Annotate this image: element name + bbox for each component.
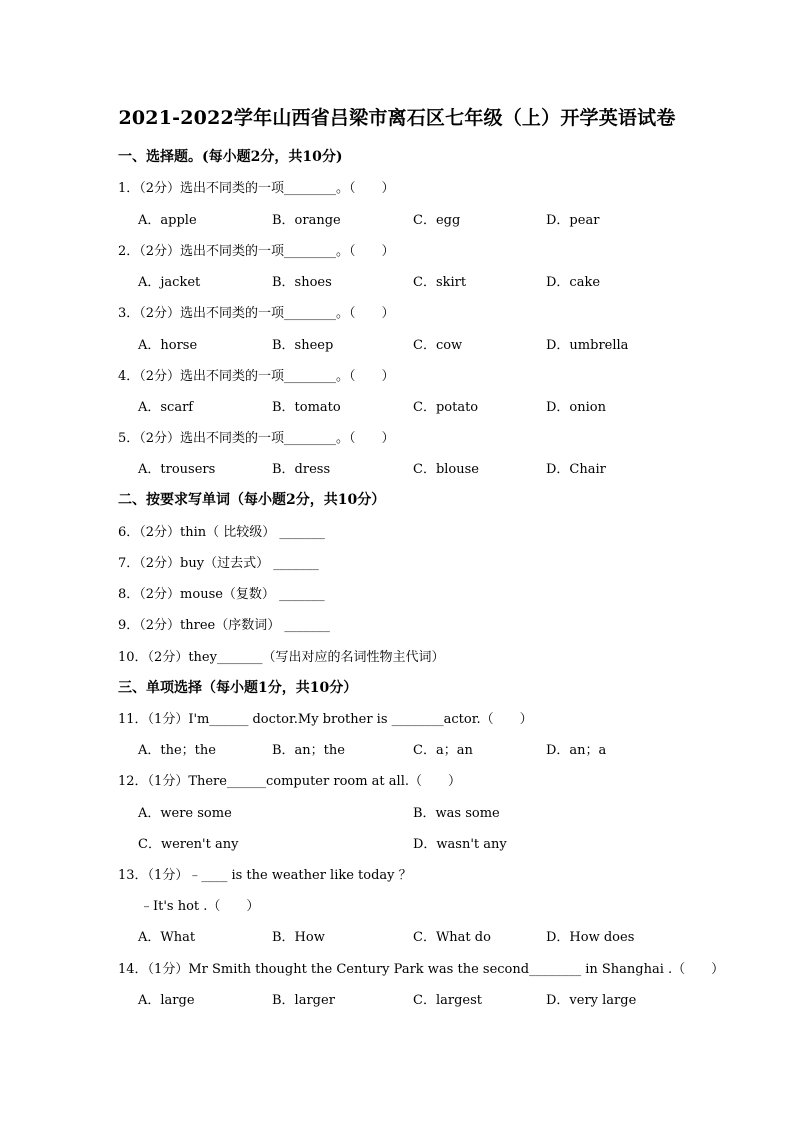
question-1-option-c: C．egg	[413, 213, 461, 228]
section-heading-3: 三、单项选择（每小题1分，共10分）	[118, 680, 358, 696]
question-2-option-d: D．cake	[546, 275, 601, 290]
question-4: 4．（2分）选出不同类的一项________。（ ）	[118, 369, 395, 384]
question-14: 14．（1分）Mr Smith thought the Century Park was the second________ in Shanghai .（ ）	[118, 962, 725, 977]
question-4-option-b: B．tomato	[272, 400, 341, 415]
question-11-option-a: A．the；the	[138, 743, 216, 758]
question-5-option-d: D．Chair	[546, 462, 606, 477]
question-14-option-a: A．large	[138, 993, 195, 1008]
question-3-option-a: A．horse	[138, 338, 198, 353]
question-1-option-d: D．pear	[546, 213, 600, 228]
question-13-option-b: B．How	[272, 930, 325, 945]
question-11: 11．（1分）I'm______ doctor.My brother is ________actor.（ ）	[118, 712, 533, 727]
question-1: 1．（2分）选出不同类的一项________。（ ）	[118, 181, 395, 196]
question-1-option-a: A．apple	[138, 213, 197, 228]
question-1-option-b: B．orange	[272, 213, 341, 228]
section-heading-1: 一、选择题。(每小题2分，共10分)	[118, 149, 343, 165]
question-2-option-a: A．jacket	[138, 275, 201, 290]
question-12-option-a: A．were some	[138, 806, 232, 821]
question-13-option-c: C．What do	[413, 930, 491, 945]
question-8: 8．（2分）mouse（复数） _______	[118, 587, 325, 602]
question-14-option-d: D．very large	[546, 993, 637, 1008]
question-12: 12．（1分）There______computer room at all.（ ）	[118, 774, 461, 789]
question-3: 3．（2分）选出不同类的一项________。（ ）	[118, 306, 395, 321]
question-11-option-c: C．a；an	[413, 743, 473, 758]
question-7: 7．（2分）buy（过去式） _______	[118, 556, 319, 571]
question-5: 5．（2分）选出不同类的一项________。（ ）	[118, 431, 395, 446]
question-9: 9．（2分）three（序数词） _______	[118, 618, 330, 633]
question-10: 10．（2分）they_______（写出对应的名词性物主代词）	[118, 650, 445, 665]
question-2: 2．（2分）选出不同类的一项________。（ ）	[118, 244, 395, 259]
question-11-option-b: B．an；the	[272, 743, 345, 758]
section-heading-2: 二、按要求写单词（每小题2分，共10分）	[118, 492, 386, 508]
question-12-option-c: C．weren't any	[138, 837, 239, 852]
question-3-option-d: D．umbrella	[546, 338, 629, 353]
question-6: 6．（2分）thin（ 比较级） _______	[118, 525, 325, 540]
question-4-option-a: A．scarf	[138, 400, 194, 415]
question-14-option-c: C．largest	[413, 993, 482, 1008]
question-13-option-a: A．What	[138, 930, 196, 945]
question-14-option-b: B．larger	[272, 993, 335, 1008]
question-2-option-b: B．shoes	[272, 275, 332, 290]
question-13-reply: ﹣It's hot .（ ）	[140, 899, 260, 914]
question-12-option-b: B．was some	[413, 806, 500, 821]
question-4-option-c: C．potato	[413, 400, 479, 415]
question-13-option-d: D．How does	[546, 930, 635, 945]
question-4-option-d: D．onion	[546, 400, 606, 415]
question-11-option-d: D．an；a	[546, 743, 607, 758]
question-5-option-c: C．blouse	[413, 462, 479, 477]
question-3-option-c: C．cow	[413, 338, 463, 353]
question-13: 13．（1分）﹣____ is the weather like today ？	[118, 868, 412, 883]
question-5-option-b: B．dress	[272, 462, 331, 477]
question-12-option-d: D．wasn't any	[413, 837, 507, 852]
question-2-option-c: C．skirt	[413, 275, 467, 290]
question-5-option-a: A．trousers	[138, 462, 216, 477]
page-title: 2021-2022学年山西省吕梁市离石区七年级（上）开学英语试卷	[118, 107, 676, 129]
question-3-option-b: B．sheep	[272, 338, 334, 353]
